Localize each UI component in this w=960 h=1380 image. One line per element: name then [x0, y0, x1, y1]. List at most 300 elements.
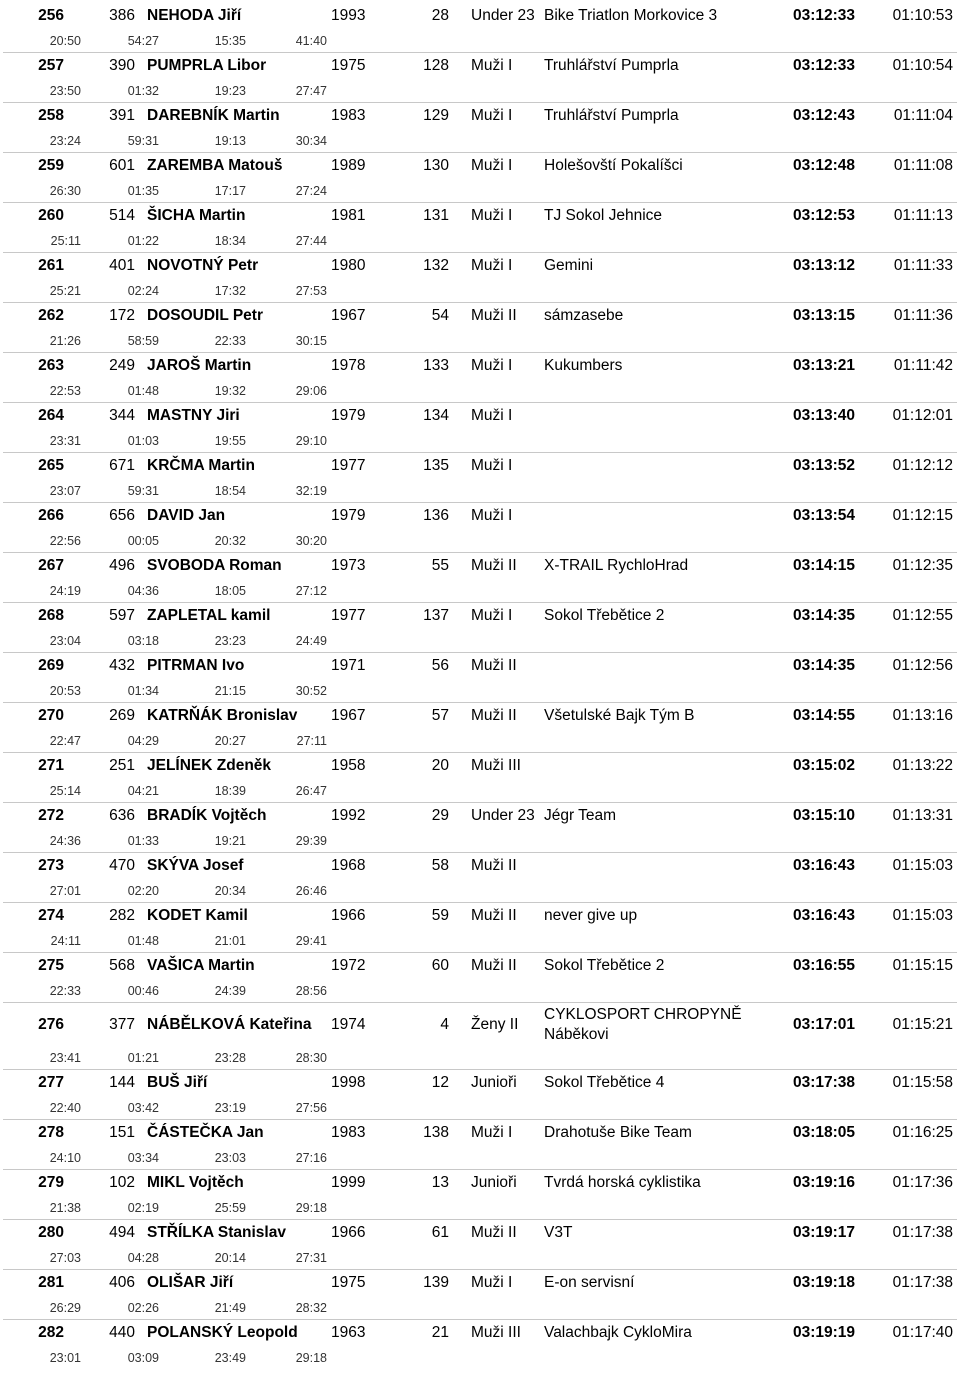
split-time-4: 30:15	[295, 333, 327, 348]
racer-name-cell: KRČMA Martin	[147, 457, 255, 474]
result-row	[3, 603, 957, 629]
team-cell	[544, 653, 784, 679]
split-time-2: 03:34	[127, 1150, 159, 1165]
split-time-1: 23:31	[49, 433, 81, 448]
racer-name-cell: STŘÍLKA Stanislav	[147, 1224, 286, 1241]
birth-year-cell: 1967	[331, 307, 366, 324]
result-row	[3, 853, 957, 879]
split-time-1: 27:01	[49, 883, 81, 898]
bib-number-cell: 470	[109, 857, 135, 874]
result-row	[3, 503, 957, 529]
team-cell: Truhlářství Pumprla	[544, 57, 679, 74]
result-row	[3, 253, 957, 279]
category-rank-cell: 61	[431, 1224, 449, 1241]
result-entry	[3, 1002, 957, 1069]
split-time-2: 01:03	[127, 433, 159, 448]
split-time-4: 29:18	[295, 1200, 327, 1215]
category-cell: Under 23	[471, 807, 535, 824]
result-row	[3, 3, 957, 29]
bib-number-cell: 282	[109, 907, 135, 924]
time-loss-cell: 01:12:01	[892, 407, 953, 424]
split-time-1: 22:56	[49, 533, 81, 548]
time-loss-cell: 01:15:03	[892, 857, 953, 874]
finish-time-cell: 03:19:19	[792, 1324, 855, 1341]
time-loss-cell: 01:15:58	[892, 1074, 953, 1091]
split-times-row	[3, 129, 957, 152]
team-cell: sámzasebe	[544, 307, 624, 324]
split-time-3: 18:54	[214, 483, 246, 498]
rank-cell: 273	[38, 857, 64, 874]
category-rank-cell: 130	[423, 157, 449, 174]
rank-cell: 259	[38, 157, 64, 174]
split-time-3: 21:49	[214, 1300, 246, 1315]
time-loss-cell: 01:13:31	[892, 807, 953, 824]
bib-number-cell: 514	[109, 207, 135, 224]
split-time-2: 04:21	[127, 783, 159, 798]
result-entry	[3, 702, 957, 752]
team-cell	[544, 503, 784, 529]
split-time-2: 01:21	[127, 1050, 159, 1065]
birth-year-cell: 1966	[331, 907, 366, 924]
split-time-3: 18:34	[214, 233, 246, 248]
team-cell: V3T	[544, 1224, 573, 1241]
result-row	[3, 803, 957, 829]
birth-year-cell: 1978	[331, 357, 366, 374]
finish-time-cell: 03:17:38	[792, 1074, 855, 1091]
rank-cell: 265	[38, 457, 64, 474]
bib-number-cell: 656	[109, 507, 135, 524]
split-time-1: 26:29	[49, 1300, 81, 1315]
category-cell: Muži I	[471, 107, 513, 124]
finish-time-cell: 03:15:02	[792, 757, 855, 774]
time-loss-cell: 01:11:13	[893, 207, 953, 224]
time-loss-cell: 01:11:04	[893, 107, 953, 124]
rank-cell: 261	[38, 257, 64, 274]
result-entry	[3, 302, 957, 352]
birth-year-cell: 1983	[331, 107, 366, 124]
birth-year-cell: 1963	[331, 1324, 366, 1341]
finish-time-cell: 03:13:12	[792, 257, 855, 274]
rank-cell: 257	[38, 57, 64, 74]
birth-year-cell: 1993	[331, 7, 366, 24]
bib-number-cell: 401	[109, 257, 135, 274]
split-time-3: 15:35	[214, 33, 246, 48]
time-loss-cell: 01:17:36	[892, 1174, 953, 1191]
split-time-2: 00:46	[127, 983, 159, 998]
split-time-1: 24:11	[50, 933, 81, 948]
result-entry	[3, 952, 957, 1002]
racer-name-cell: KODET Kamil	[147, 907, 248, 924]
time-loss-cell: 01:11:33	[893, 257, 953, 274]
finish-time-cell: 03:14:55	[792, 707, 855, 724]
split-times-row	[3, 929, 957, 952]
birth-year-cell: 1967	[331, 707, 366, 724]
team-cell	[544, 403, 784, 429]
birth-year-cell: 1979	[331, 407, 366, 424]
finish-time-cell: 03:18:05	[792, 1124, 855, 1141]
split-time-1: 24:19	[49, 583, 81, 598]
bib-number-cell: 636	[109, 807, 135, 824]
rank-cell: 267	[38, 557, 64, 574]
finish-time-cell: 03:16:55	[792, 957, 855, 974]
category-rank-cell: 29	[431, 807, 449, 824]
category-cell: Muži II	[471, 307, 517, 324]
finish-time-cell: 03:13:40	[792, 407, 855, 424]
team-cell: Holešovští Pokalíšci	[544, 157, 683, 174]
split-time-2: 01:48	[127, 933, 159, 948]
category-cell: Muži III	[471, 1324, 521, 1341]
split-time-2: 04:36	[127, 583, 159, 598]
birth-year-cell: 1983	[331, 1124, 366, 1141]
category-rank-cell: 59	[431, 907, 449, 924]
racer-name-cell: OLIŠAR Jiří	[147, 1274, 234, 1291]
result-row	[3, 353, 957, 379]
split-times-row	[3, 979, 957, 1002]
result-entry	[3, 852, 957, 902]
birth-year-cell: 1975	[331, 1274, 366, 1291]
racer-name-cell: BRADÍK Vojtěch	[147, 807, 267, 824]
split-time-4: 32:19	[295, 483, 327, 498]
split-time-1: 23:41	[49, 1050, 81, 1065]
racer-name-cell: PUMPRLA Libor	[147, 57, 267, 74]
split-time-1: 23:04	[49, 633, 81, 648]
split-time-3: 19:55	[214, 433, 246, 448]
rank-cell: 262	[38, 307, 64, 324]
result-row	[3, 1070, 957, 1096]
rank-cell: 260	[38, 207, 64, 224]
bib-number-cell: 386	[109, 7, 135, 24]
birth-year-cell: 1980	[331, 257, 366, 274]
racer-name-cell: BUŠ Jiří	[147, 1074, 208, 1091]
time-loss-cell: 01:12:15	[892, 507, 953, 524]
category-cell: Muži III	[471, 757, 521, 774]
finish-time-cell: 03:17:01	[792, 1015, 855, 1033]
split-time-3: 18:05	[214, 583, 246, 598]
rank-cell: 279	[38, 1174, 64, 1191]
split-time-2: 01:33	[127, 833, 159, 848]
team-cell: Gemini	[544, 257, 594, 274]
split-times-row	[3, 729, 957, 752]
time-loss-cell: 01:11:42	[893, 357, 953, 374]
split-time-4: 27:16	[295, 1150, 327, 1165]
split-times-row	[3, 79, 957, 102]
result-entry	[3, 1269, 957, 1319]
time-loss-cell: 01:13:16	[892, 707, 953, 724]
time-loss-cell: 01:11:36	[893, 307, 953, 324]
team-cell: E-on servisní	[544, 1274, 635, 1291]
split-times-row	[3, 629, 957, 652]
split-time-4: 30:20	[295, 533, 327, 548]
split-time-1: 25:14	[49, 783, 81, 798]
category-rank-cell: 13	[431, 1174, 449, 1191]
category-rank-cell: 54	[431, 307, 449, 324]
birth-year-cell: 1999	[331, 1174, 366, 1191]
finish-time-cell: 03:13:54	[792, 507, 855, 524]
result-entry	[3, 1219, 957, 1269]
split-time-4: 28:30	[295, 1050, 327, 1065]
finish-time-cell: 03:12:48	[792, 157, 855, 174]
finish-time-cell: 03:13:15	[792, 307, 855, 324]
split-time-4: 26:47	[295, 783, 327, 798]
finish-time-cell: 03:16:43	[792, 907, 855, 924]
finish-time-cell: 03:13:21	[792, 357, 855, 374]
racer-name-cell: JAROŠ Martin	[147, 357, 252, 374]
racer-name-cell: NÁBĚLKOVÁ Kateřina	[147, 1015, 312, 1033]
racer-name-cell: POLANSKÝ Leopold	[147, 1324, 298, 1341]
result-entry	[3, 752, 957, 802]
split-time-1: 22:40	[49, 1100, 81, 1115]
birth-year-cell: 1992	[331, 807, 366, 824]
result-entry	[3, 1319, 957, 1369]
split-time-4: 27:12	[295, 583, 327, 598]
bib-number-cell: 377	[109, 1015, 135, 1033]
category-rank-cell: 132	[423, 257, 449, 274]
racer-name-cell: MIKL Vojtěch	[147, 1174, 244, 1191]
split-time-4: 24:49	[295, 633, 327, 648]
split-time-1: 24:36	[49, 833, 81, 848]
split-time-3: 23:03	[214, 1150, 246, 1165]
result-entry	[3, 352, 957, 402]
bib-number-cell: 144	[109, 1074, 135, 1091]
split-times-row	[3, 529, 957, 552]
split-time-2: 01:35	[127, 183, 159, 198]
split-time-1: 24:10	[49, 1150, 81, 1165]
team-cell: Tvrdá horská cyklistika	[544, 1174, 701, 1191]
split-time-2: 54:27	[127, 33, 159, 48]
split-time-4: 29:18	[295, 1350, 327, 1365]
team-cell: CYKLOSPORT CHROPYNĚ Náběkovi	[544, 1005, 742, 1043]
rank-cell: 268	[38, 607, 64, 624]
bib-number-cell: 432	[109, 657, 135, 674]
bib-number-cell: 249	[109, 357, 135, 374]
category-rank-cell: 135	[423, 457, 449, 474]
finish-time-cell: 03:12:33	[792, 7, 855, 24]
split-time-4: 27:11	[296, 733, 327, 748]
team-cell: TJ Sokol Jehnice	[544, 207, 663, 224]
category-cell: Junioři	[471, 1174, 517, 1191]
finish-time-cell: 03:12:43	[792, 107, 855, 124]
birth-year-cell: 1966	[331, 1224, 366, 1241]
split-time-4: 27:53	[295, 283, 327, 298]
result-row	[3, 903, 957, 929]
result-row	[3, 153, 957, 179]
split-time-2: 01:34	[127, 683, 159, 698]
category-rank-cell: 128	[423, 57, 449, 74]
split-time-1: 20:50	[49, 33, 81, 48]
split-time-1: 20:53	[49, 683, 81, 698]
result-entry	[3, 102, 957, 152]
result-row	[3, 53, 957, 79]
finish-time-cell: 03:13:52	[792, 457, 855, 474]
category-rank-cell: 28	[431, 7, 449, 24]
split-time-2: 01:22	[127, 233, 159, 248]
split-time-3: 23:28	[214, 1050, 246, 1065]
result-row	[3, 1120, 957, 1146]
split-time-1: 23:07	[49, 483, 81, 498]
result-row	[3, 1320, 957, 1346]
team-cell: Truhlářství Pumprla	[544, 107, 679, 124]
split-time-2: 01:32	[127, 83, 159, 98]
category-cell: Muži II	[471, 657, 517, 674]
split-times-row	[3, 1246, 957, 1269]
racer-name-cell: SKÝVA Josef	[147, 857, 244, 874]
category-cell: Muži I	[471, 257, 513, 274]
racer-name-cell: ČÁSTEČKA Jan	[147, 1124, 264, 1141]
team-cell: Sokol Třebětice 2	[544, 957, 665, 974]
split-time-4: 27:44	[295, 233, 327, 248]
birth-year-cell: 1981	[331, 207, 366, 224]
result-row	[3, 653, 957, 679]
result-row	[3, 453, 957, 479]
category-rank-cell: 12	[431, 1074, 449, 1091]
split-time-3: 20:32	[214, 533, 246, 548]
time-loss-cell: 01:13:22	[892, 757, 953, 774]
category-rank-cell: 133	[423, 357, 449, 374]
birth-year-cell: 1972	[331, 957, 366, 974]
category-cell: Muži II	[471, 707, 517, 724]
split-time-4: 27:24	[295, 183, 327, 198]
rank-cell: 280	[38, 1224, 64, 1241]
category-rank-cell: 56	[431, 657, 449, 674]
split-time-4: 30:52	[295, 683, 327, 698]
bib-number-cell: 597	[109, 607, 135, 624]
rank-cell: 278	[38, 1124, 64, 1141]
team-cell: X-TRAIL RychloHrad	[544, 557, 689, 574]
bib-number-cell: 440	[109, 1324, 135, 1341]
category-rank-cell: 136	[423, 507, 449, 524]
category-cell: Muži I	[471, 157, 513, 174]
rank-cell: 270	[38, 707, 64, 724]
split-times-row	[3, 29, 957, 52]
split-time-2: 59:31	[127, 133, 159, 148]
category-cell: Muži I	[471, 1274, 513, 1291]
category-rank-cell: 20	[431, 757, 449, 774]
split-time-3: 19:23	[214, 83, 246, 98]
split-time-2: 02:19	[127, 1200, 159, 1215]
split-time-2: 02:26	[127, 1300, 159, 1315]
bib-number-cell: 344	[109, 407, 135, 424]
split-times-row	[3, 329, 957, 352]
time-loss-cell: 01:17:38	[892, 1274, 953, 1291]
result-entry	[3, 1119, 957, 1169]
time-loss-cell: 01:15:03	[892, 907, 953, 924]
split-times-row	[3, 829, 957, 852]
birth-year-cell: 1975	[331, 57, 366, 74]
finish-time-cell: 03:19:17	[792, 1224, 855, 1241]
bib-number-cell: 671	[109, 457, 135, 474]
split-time-1: 25:11	[50, 233, 81, 248]
split-time-3: 17:32	[214, 283, 246, 298]
split-time-3: 19:21	[214, 833, 246, 848]
birth-year-cell: 1973	[331, 557, 366, 574]
split-time-3: 23:49	[214, 1350, 246, 1365]
result-entry	[3, 1069, 957, 1119]
finish-time-cell: 03:16:43	[792, 857, 855, 874]
result-entry	[3, 552, 957, 602]
category-cell: Muži I	[471, 207, 513, 224]
results-table	[3, 3, 957, 1369]
split-time-2: 00:05	[127, 533, 159, 548]
category-cell: Muži II	[471, 557, 517, 574]
finish-time-cell: 03:14:35	[792, 607, 855, 624]
rank-cell: 274	[38, 907, 64, 924]
team-cell	[544, 453, 784, 479]
result-entry	[3, 152, 957, 202]
rank-cell: 275	[38, 957, 64, 974]
finish-time-cell: 03:19:16	[792, 1174, 855, 1191]
category-cell: Muži II	[471, 857, 517, 874]
team-cell: Jégr Team	[544, 807, 617, 824]
result-row	[3, 753, 957, 779]
team-cell: Bike Triatlon Morkovice 3	[544, 7, 718, 24]
split-times-row	[3, 1196, 957, 1219]
team-cell: Sokol Třebětice 2	[544, 607, 665, 624]
split-time-1: 22:33	[49, 983, 81, 998]
result-entry	[3, 1169, 957, 1219]
time-loss-cell: 01:17:40	[892, 1324, 953, 1341]
category-rank-cell: 55	[431, 557, 449, 574]
birth-year-cell: 1971	[331, 657, 366, 674]
bib-number-cell: 102	[109, 1174, 135, 1191]
split-times-row	[3, 179, 957, 202]
category-rank-cell: 4	[440, 1015, 449, 1033]
time-loss-cell: 01:16:25	[892, 1124, 953, 1141]
result-row	[3, 953, 957, 979]
split-time-4: 28:32	[295, 1300, 327, 1315]
split-time-1: 21:26	[49, 333, 81, 348]
split-times-row	[3, 479, 957, 502]
split-time-2: 02:20	[127, 883, 159, 898]
birth-year-cell: 1974	[331, 1015, 366, 1033]
rank-cell: 282	[38, 1324, 64, 1341]
split-time-1: 25:21	[49, 283, 81, 298]
split-time-4: 30:34	[295, 133, 327, 148]
racer-name-cell: ZAREMBA Matouš	[147, 157, 283, 174]
split-time-1: 21:38	[49, 1200, 81, 1215]
result-entry	[3, 3, 957, 52]
birth-year-cell: 1989	[331, 157, 366, 174]
category-cell: Muži II	[471, 957, 517, 974]
split-time-2: 03:42	[127, 1100, 159, 1115]
rank-cell: 266	[38, 507, 64, 524]
bib-number-cell: 496	[109, 557, 135, 574]
category-cell: Under 23	[471, 7, 535, 24]
split-times-row	[3, 779, 957, 802]
category-rank-cell: 129	[423, 107, 449, 124]
split-time-2: 59:31	[127, 483, 159, 498]
category-cell: Junioři	[471, 1074, 517, 1091]
time-loss-cell: 01:15:15	[892, 957, 953, 974]
rank-cell: 269	[38, 657, 64, 674]
split-time-3: 20:34	[214, 883, 246, 898]
finish-time-cell: 03:19:18	[792, 1274, 855, 1291]
result-entry	[3, 502, 957, 552]
result-entry	[3, 252, 957, 302]
category-cell: Muži I	[471, 57, 513, 74]
category-cell: Muži I	[471, 357, 513, 374]
split-time-1: 22:53	[49, 383, 81, 398]
category-cell: Muži I	[471, 457, 513, 474]
rank-cell: 263	[38, 357, 64, 374]
category-rank-cell: 60	[431, 957, 449, 974]
split-time-3: 23:23	[214, 633, 246, 648]
bib-number-cell: 568	[109, 957, 135, 974]
split-time-3: 19:13	[214, 133, 246, 148]
team-cell: Sokol Třebětice 4	[544, 1074, 665, 1091]
split-time-3: 21:01	[214, 933, 246, 948]
category-rank-cell: 139	[423, 1274, 449, 1291]
split-time-4: 27:47	[295, 83, 327, 98]
